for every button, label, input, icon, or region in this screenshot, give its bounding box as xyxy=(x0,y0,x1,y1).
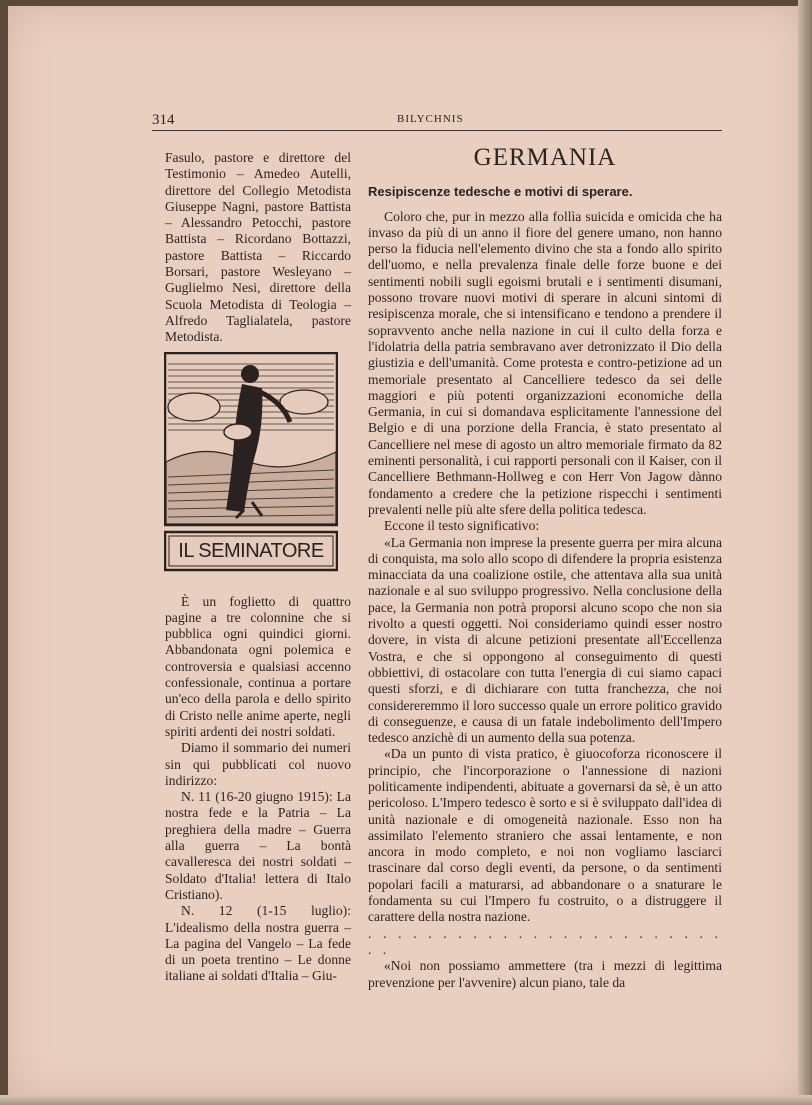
left-paragraph-4: N. 12 (1-15 luglio): L'idealismo della nostra guerra – La pagina del Vangelo – La fede di un poeta trentino – Le donne italiane ai soldati d'Italia – Giu- xyxy=(165,903,351,984)
left-paragraph-1: È un foglietto di quattro pagine a tre colonnine che si pubblica ogni quindici giorni. Abbandonata ogni polemica e controversia e qualsiasi accenno confessionale, continua a portare un'eco della parola e dello spirito di Cristo nelle anime aperte, negli spiriti ardenti dei nostri soldati. xyxy=(165,593,351,739)
right-paragraph-3: «La Germania non imprese la presente guerra per mira alcuna di conquista, ma solo allo scopo di difendere la propria esistenza minacciata da una coalizione ostile, che attentava alla sua unità nazionale e al suo sviluppo progressivo. Nella conclusione della pace, la Germania non potrà proporsi alcuno scopo che non sia rivolto a questi oggetti. Noi consideriamo quindi esser nostro dovere, in vista di alcune petizioni presentate all'Eccellenza Vostra, e che si oppongono al conseguimento di questi obbiettivi, di ostacolare con tutta l'energia di cui siamo capaci questi sforzi, e di dichiarare con tutta franchezza, che noi considereremmo il loro successo quale un errore politico gravido di conseguenze, e causa di un fatale indebolimento dell'Impero tedesco anzichè di un aumento della sua potenza. xyxy=(368,534,722,746)
ellipsis-row: . . . . . . . . . . . . . . . . . . . . . . . . . . xyxy=(368,925,722,957)
page-edge-bottom xyxy=(0,1095,812,1105)
page-edge-right xyxy=(798,0,812,1105)
article-subtitle: Resipiscenze tedesche e motivi di sperare. xyxy=(368,184,633,200)
woodcut-title: IL SEMINATORE xyxy=(178,540,324,562)
section-title: GERMANIA xyxy=(473,144,617,171)
left-paragraph-3: N. 11 (16-20 giugno 1915): La nostra fede e la Patria – La preghiera della madre – Guerra alla guerra – La bontà cavalleresca dei nostri soldati – Soldato d'Italia! lettera di Italo Cristiano). xyxy=(165,789,351,902)
right-paragraph-2: Eccone il testo significativo: xyxy=(384,518,540,534)
page-number: 314 xyxy=(152,112,175,128)
right-paragraph-4: «Da un punto di vista pratico, è giuocoforza riconoscere il principio, che l'incorporazione o l'annessione di nazioni politicamente indipendenti, abituate a governarsi da sè, è un atto pericoloso. L'Impero tedesco è sorto e si è sviluppato dall'idea di unità nazionale e di omogeneità nazionale. Esso non ha assimilato l'elemento straniero che assai lentamente, e non ancora in modo completo, e noi non vogliamo lasciarci trascinare dal corso degli eventi, da persone, o da sentimenti popolari facili a maturarsi, ad abbandonare o a snaturare le fondamenta su cui l'Impero fu costruito, o a distruggere il carattere della nostra nazione. xyxy=(368,746,722,925)
intro-paragraph: Fasulo, pastore e direttore del Testimonio – Amedeo Autelli, direttore del Collegio Metodista Giuseppe Nagni, pastore Battista – Alessandro Petocchi, pastore Battista – Ricordano Bottazzi, pastore Battista – Riccardo Borsari, pastore Wesleyano – Guglielmo Nesi, direttore della Scuola Metodista di Teologia – Alfredo Taglialatela, pastore Metodista. xyxy=(165,150,351,345)
running-header xyxy=(152,112,722,131)
right-paragraph-5: «Noi non possiamo ammettere (tra i mezzi di legittima prevenzione per l'avvenire) alcun piano, tale da xyxy=(368,958,722,990)
right-column xyxy=(368,144,722,991)
journal-title: BILYCHNIS xyxy=(397,113,464,125)
left-paragraph-2: Diamo il sommario dei numeri sin qui pubblicati col nuovo indirizzo: xyxy=(165,740,351,788)
right-paragraph-1: Coloro che, pur in mezzo alla follìa suicida e omicida che ha invaso da più di un anno il fiore del genere umano, non hanno perso la fiducia nell'elemento divino che sta a fondo allo spirito dell'uomo, e nella prevalenza finale delle forze buone e dei sentimenti nobili sugli egoismi brutali e i sentimenti disumani, possono trovare nuovi motivi di sperare in alcuni sintomi di resipiscenza morale, che si intensificano e tendono a prendere il sopravvento anche nella nazione in cui il culto della forza e l'idolatria della patria sembravano aver detronizzato il Dio della giustizia e dell'umanità. Come protesta e contro-petizione ad un memoriale presentato al Cancelliere tedesco da sei delle maggiori e più potenti organizzazioni economiche della Germania, in cui si domandava esplicitamente l'annessione del Belgio e di una porzione della Francia, è stato presentato al Cancelliere nel mese di agosto un altro memoriale firmato da 82 eminenti personalità, i cui rapporti personali con il Kaiser, con il Cancelliere Bethmann-Hollweg e con Herr Von Jagow dànno fondamento a credere che la petizione rispecchi i sentimenti prevalenti nelle più alte sfere della politica tedesca. xyxy=(368,208,722,517)
